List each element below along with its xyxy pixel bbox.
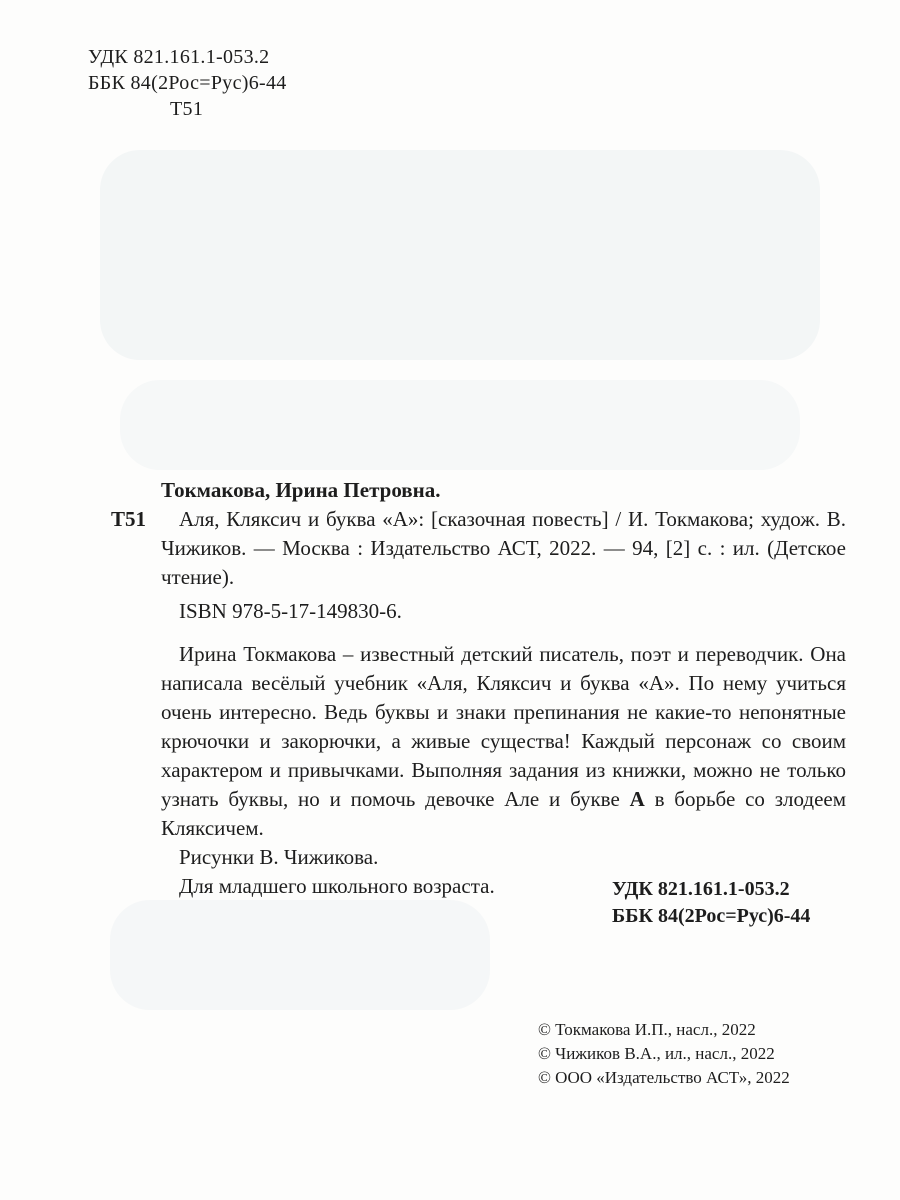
show-through-shape [110,900,490,1010]
annotation-bold-letter: А [629,787,645,811]
description-text: Аля, Кляксич и буква «А»: [сказочная повесть] / И. Токмакова; худож. В. Чижиков. — Москва : Издательство АСТ, 2022. — 94, [2] с. : ил. (Детское чтение). [161,507,846,589]
footer-classification-codes [612,876,810,930]
show-through-shape [100,150,820,360]
annotation-text-end: в борьбе со злодеем Кляксичем. [161,787,847,840]
age-group: Для младшего школьного возраста. [179,874,495,898]
author-index-code: Т51 [111,507,147,531]
show-through-shape [120,380,800,470]
isbn: ISBN 978-5-17-149830-6. [179,599,402,623]
illustrations-credit: Рисунки В. Чижикова. [179,845,379,869]
header-udk-code: УДК 821.161.1-053.2 [88,46,270,68]
header-author-index: Т51 [170,98,204,120]
annotation-paragraph [161,640,846,843]
copyright-line: © Чижиков В.А., ил., насл., 2022 [538,1044,775,1063]
catalog-record [111,476,846,901]
author-heading: Токмакова, Ирина Петровна. [161,478,441,502]
footer-udk-code: УДК 821.161.1-053.2 [612,878,790,900]
header-classification-codes [88,44,287,122]
annotation-text: Ирина Токмакова – известный детский писатель, поэт и переводчик. Она написала весёлый учебник «Аля, Кляксич и буква «А». По нему учиться очень интересно. Ведь буквы и знаки препинания не какие-то непонятные крючочки и закорючки, а живые существа! Каждый персонаж со своим характером и привычками. Выполняя задания из книжки, можно не только узнать буквы, но и помочь девочке Але и букве [161,642,846,811]
bibliographic-description [111,505,846,592]
footer-bbk-code: ББК 84(2Рос=Рус)6-44 [612,905,811,927]
copyright-line: © Токмакова И.П., насл., 2022 [538,1020,756,1039]
header-bbk-code: ББК 84(2Рос=Рус)6-44 [88,72,287,94]
copyright-line: © ООО «Издательство АСТ», 2022 [538,1068,790,1087]
copyright-block [538,1018,790,1090]
